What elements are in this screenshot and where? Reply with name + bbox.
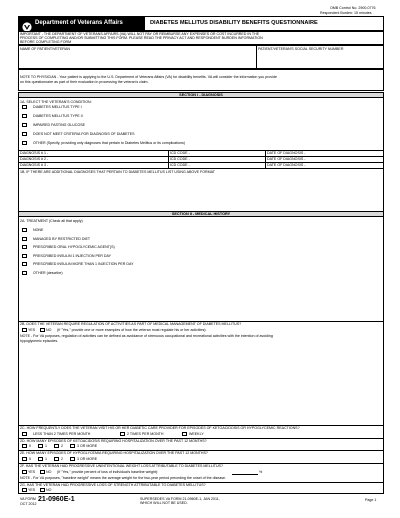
label-2e-1: 1 bbox=[45, 457, 47, 462]
diagnosis-3-icd-label: ICD CODE - bbox=[170, 163, 190, 167]
label-2d-3-or-more: 3 OR MORE bbox=[77, 444, 98, 449]
treatment-insulin-multiple-injections: PRESCRIBED INSULIN MORE THAN 1 INJECTION PER DAY bbox=[33, 262, 134, 267]
section-1-header: SECTION I - DIAGNOSIS bbox=[18, 92, 384, 98]
diagnosis-1-icd-label: ICD CODE - bbox=[170, 151, 190, 155]
diagnosis-1-label: DIAGNOSIS # 1 - bbox=[20, 151, 49, 155]
patient-name-label: NAME OF PATIENT/VETERAN bbox=[20, 46, 70, 51]
form-body-frame bbox=[18, 92, 384, 494]
section-2-header: SECTION II - MEDICAL HISTORY bbox=[18, 211, 384, 217]
treatment-other: OTHER (describe) bbox=[33, 270, 63, 275]
option-dm-type-2: DIABETES MELLITUS TYPE II bbox=[33, 114, 83, 119]
va-seal-icon bbox=[22, 19, 32, 29]
agency-name: Department of Veterans Affairs bbox=[35, 20, 123, 26]
label-2e-0: 0 bbox=[29, 457, 31, 462]
question-2g: 2G. HAS THE VETERAN HAD PROGRESSIVE LOSS OF STRENGTH ATTRIBUTABLE TO DIABETES MELLITUS? bbox=[20, 482, 206, 487]
question-2b: 2B. DOES THE VETERAN REQUIRE REGULATION OF ACTIVITIES AS PART OF MEDICAL MANAGEMENT OF DIABETES MELLITUS? bbox=[20, 322, 242, 326]
label-2d-0: 0 bbox=[29, 444, 31, 449]
treatment-none: NONE bbox=[33, 228, 44, 233]
footer-supersedes-1: SUPERSEDES VA FORM 21-0960E-1, JAN 2011, bbox=[140, 496, 220, 501]
footer-form-number: 21-0960E-1 bbox=[38, 496, 75, 503]
note-2b-line-2: hypoglycemic episodes. bbox=[20, 338, 59, 343]
option-not-diabetes: DOES NOT MEET CRITERIA FOR DIAGNOSIS OF DIABETES bbox=[33, 132, 135, 137]
label-2g-yes: YES bbox=[28, 488, 36, 493]
diagnosis-3-date-label: DATE OF DIAGNOSIS - bbox=[267, 163, 306, 167]
option-impaired-fasting-glucose: IMPAIRED FASTING GLUCOSE bbox=[33, 123, 86, 128]
percent-sign: % bbox=[259, 470, 263, 475]
label-2e-2: 2 bbox=[61, 457, 63, 462]
patient-name-field[interactable] bbox=[19, 52, 255, 68]
diagnosis-2-label: DIAGNOSIS # 2 - bbox=[20, 157, 49, 161]
label-2d-2: 2 bbox=[61, 444, 63, 449]
label-2g-no: NO bbox=[46, 488, 52, 493]
question-2d: 2D. HOW MANY EPISODES OF KETOACIDOSIS REQUIRING HOSPITALIZATION OVER THE PAST 12 MONTHS? bbox=[20, 438, 207, 443]
instruction-2b: (If "Yes," provide one or more examples of how the veteran must regulate his or her activities): bbox=[57, 328, 207, 333]
omb-control-number: OMB Control No. 2900-0776 bbox=[330, 6, 376, 10]
label-2c-2-per-month: 2 TIMES PER MONTH bbox=[127, 432, 164, 437]
diagnosis-3-label: DIAGNOSIS # 3 - bbox=[20, 163, 49, 167]
label-2c-less-than-2: LESS THAN 2 TIMES PER MONTH bbox=[33, 432, 91, 437]
option-dm-type-1: DIABETES MELLITUS TYPE I bbox=[33, 105, 82, 110]
diagnosis-2-icd-label: ICD CODE - bbox=[170, 157, 190, 161]
question-2a: 2A. TREATMENT (Check all that apply) bbox=[20, 219, 83, 223]
footer-page-number: Page 1 bbox=[365, 497, 377, 502]
question-2e: 2E. HOW MANY EPISODES OF HYPOGLYCEMIA REQUIRING HOSPITALIZATION OVER THE PAST 12 MONTHS? bbox=[20, 451, 208, 455]
question-2f: 2F. HAS THE VETERAN HAD PROGRESSIVE UNINTENTIONAL WEIGHT LOSS ATTRIBUTABLE TO DIABETES MELLITUS? bbox=[20, 464, 223, 468]
patient-ssn-field[interactable] bbox=[257, 52, 383, 68]
question-1b: 1B. IF THERE ARE ADDITIONAL DIAGNOSES THAT PERTAIN TO DIABETES MELLITUS LIST USING ABOVE FORMAT bbox=[20, 169, 215, 174]
treatment-oral-hypoglycemic: PRESCRIBED ORAL HYPOGLYCEMIC AGENT(S) bbox=[33, 245, 115, 250]
note-2f: NOTE - For VA purposes, "baseline weight" means the average weight for the two-year period preceding the onset of the disease. bbox=[20, 476, 227, 480]
question-1a: 1A. SELECT THE VETERAN'S CONDITION: bbox=[20, 100, 92, 104]
footer-form-label: VA FORM bbox=[20, 496, 36, 501]
label-2f-yes: YES bbox=[28, 470, 36, 475]
note-2b-line-1: NOTE - For VA purposes, regulation of activities can be defined as avoidance of strenuous occupational and recreational activities with the intention of avoiding bbox=[20, 334, 273, 338]
label-2c-weekly: WEEKLY bbox=[189, 432, 204, 437]
respondent-burden: Respondent Burden: 15 minutes bbox=[320, 10, 372, 15]
label-2d-1: 1 bbox=[45, 444, 47, 449]
important-line-2: PROCESS OF COMPLETING AND/OR SUBMITTING THIS FORM. PLEASE READ THE PRIVACY ACT AND RESPONDENT BURDEN INFORMATION bbox=[20, 36, 263, 41]
note-physician-line-1: NOTE TO PHYSICIAN - Your patient is applying to the U.S. Department of Veterans Affairs (VA) for disability benefits. VA will consider the information you provide bbox=[20, 75, 277, 79]
treatment-restricted-diet: MANAGED BY RESTRICTED DIET bbox=[33, 236, 91, 241]
important-line-3: BEFORE COMPLETING FORM bbox=[20, 40, 72, 45]
label-2b-yes: YES bbox=[28, 328, 36, 333]
instruction-2f: (If "Yes," provide percent of loss of individual's baseline weight): bbox=[57, 470, 159, 475]
important-line-1: IMPORTANT - THE DEPARTMENT OF VETERANS AFFAIRS (VA) WILL NOT PAY OR REIMBURSE ANY EXPENSES OR COST INCURRED IN THE bbox=[20, 32, 260, 36]
form-title: DIABETES MELLITUS DISABILITY BENEFITS QUESTIONNAIRE bbox=[150, 20, 318, 26]
option-other-diagnosis: OTHER (Specify, providing only diagnoses that pertain to Diabetes Mellitus or its complications) bbox=[33, 141, 185, 146]
label-2f-no: NO bbox=[46, 470, 52, 475]
diagnosis-1-date-label: DATE OF DIAGNOSIS - bbox=[267, 151, 306, 155]
note-physician-line-2: on this questionnaire as part of their evaluation in processing the veteran's claim. bbox=[20, 79, 149, 84]
label-2b-no: NO bbox=[46, 328, 52, 333]
footer-supersedes-2: WHICH WILL NOT BE USED. bbox=[140, 501, 188, 505]
label-2e-3-or-more: 3 OR MORE bbox=[77, 457, 98, 462]
patient-ssn-label: PATIENT/VETERAN'S SOCIAL SECURITY NUMBER bbox=[258, 46, 344, 51]
treatment-insulin-1-injection: PRESCRIBED INSULIN 1 INJECTION PER DAY bbox=[33, 253, 112, 258]
diagnosis-2-date-label: DATE OF DIAGNOSIS - bbox=[267, 157, 306, 161]
question-2c: 2C. HOW FREQUENTLY DOES THE VETERAN VISIT HIS OR HER DIABETIC CARE PROVIDER FOR EPISODES OF KETOACIDOSIS OR HYPOGLYCEMIC REACTIONS? bbox=[20, 426, 300, 430]
footer-form-date: OCT 2012 bbox=[20, 501, 37, 506]
